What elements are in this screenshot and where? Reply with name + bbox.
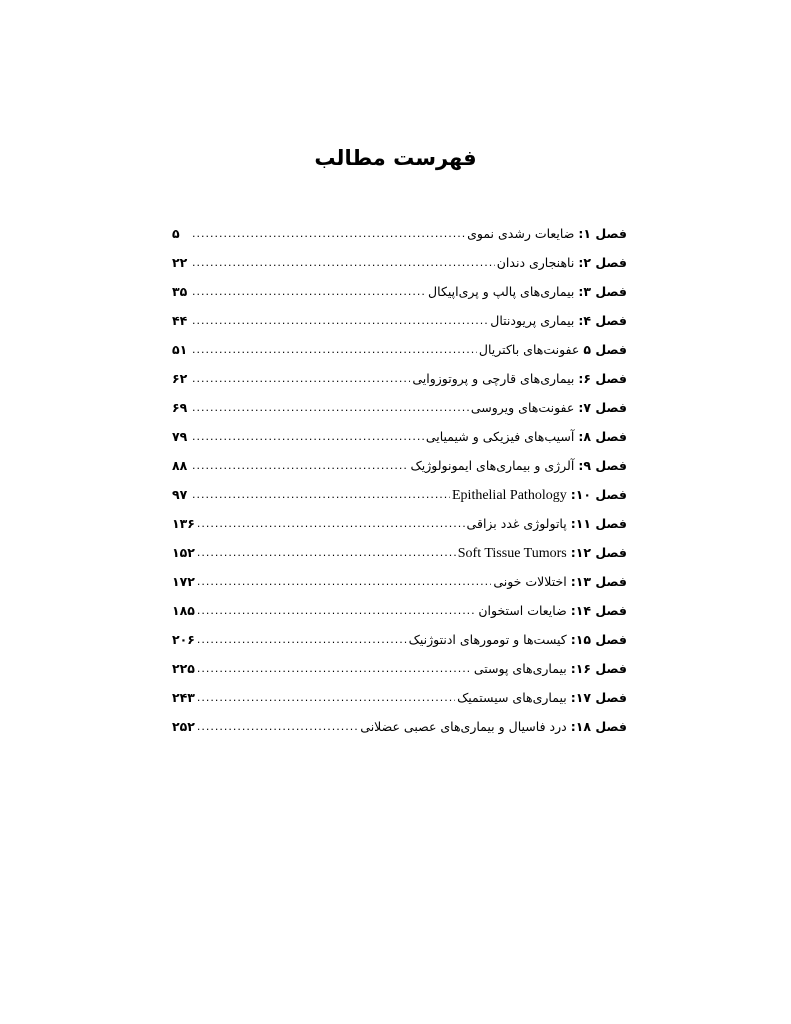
chapter-number: فصل ۱۳: — [570, 574, 627, 589]
chapter-number: فصل ۱۵: — [570, 632, 627, 647]
chapter-number: فصل ۱۴: — [570, 603, 627, 618]
toc-row-5 — [172, 342, 627, 371]
chapter-number: فصل ۴: — [578, 313, 627, 328]
chapter-title: اختلالات خونی — [493, 574, 567, 589]
page-number: ۱۵۲ — [172, 545, 195, 560]
chapter-title: ضایعات رشدی نموی — [467, 226, 575, 241]
dot-leader — [192, 459, 409, 472]
chapter-number: فصل ۳: — [578, 284, 627, 299]
toc-row-8 — [172, 429, 627, 458]
chapter-title: ضایعات استخوان — [478, 603, 567, 618]
chapter-number: فصل ۱۲: — [570, 545, 627, 560]
page-number: ۲۵۲ — [172, 719, 195, 734]
chapter-title: بیماری‌های پوستی — [473, 661, 567, 676]
chapter-title: بیماری پریودنتال — [490, 313, 575, 328]
toc-row-11 — [172, 516, 627, 545]
dot-leader — [192, 227, 465, 240]
page-number: ۱۸۵ — [172, 603, 195, 618]
dot-leader — [197, 633, 407, 646]
chapter-title: Epithelial Pathology — [452, 488, 567, 503]
page-number: ۹۷ — [172, 487, 188, 502]
chapter-title: درد فاسیال و بیماری‌های عصبی عضلانی — [360, 719, 567, 734]
chapter-number: فصل ۹: — [578, 458, 627, 473]
toc-row-13 — [172, 574, 627, 603]
page-number: ۶۲ — [172, 371, 188, 386]
toc-row-6 — [172, 371, 627, 400]
page-number: ۱۷۲ — [172, 574, 195, 589]
toc-row-10 — [172, 487, 627, 516]
chapter-number: فصل ۱۸: — [570, 719, 627, 734]
page-number: ۵۱ — [172, 342, 188, 357]
page-number: ۷۹ — [172, 429, 188, 444]
dot-leader — [192, 372, 410, 385]
chapter-number: فصل ۸: — [578, 429, 627, 444]
page-number: ۲۴۳ — [172, 690, 195, 705]
page-number: ۴۴ — [172, 313, 188, 328]
toc-row-3 — [172, 284, 627, 313]
dot-leader — [197, 546, 456, 559]
chapter-title: بیماری‌های سیستمیک — [457, 690, 567, 705]
chapter-number: فصل ۱۱: — [570, 516, 627, 531]
chapter-title: آسیب‌های فیزیکی و شیمیایی — [425, 429, 575, 444]
page-title: فهرست مطالب — [314, 146, 477, 170]
page-number: ۶۹ — [172, 400, 188, 415]
chapter-number: فصل ۲: — [578, 255, 627, 270]
chapter-title: عفونت‌های ویروسی — [470, 400, 575, 415]
chapter-number: فصل ۱۷: — [570, 690, 627, 705]
chapter-title: بیماری‌های پالپ و پری‌اپیکال — [428, 284, 575, 299]
chapter-title: بیماری‌های قارچی و پروتوزوایی — [412, 371, 575, 386]
dot-leader — [197, 517, 465, 530]
toc-row-16 — [172, 661, 627, 690]
dot-leader — [192, 256, 495, 269]
chapter-number: فصل ۱۶: — [570, 661, 627, 676]
page-number: ۳۵ — [172, 284, 188, 299]
toc-row-9 — [172, 458, 627, 487]
dot-leader — [192, 488, 450, 501]
chapter-title: کیست‌ها و تومورهای ادنتوژنیک — [408, 632, 567, 647]
dot-leader — [192, 401, 469, 414]
chapter-number: فصل ۱: — [578, 226, 627, 241]
toc-row-15 — [172, 632, 627, 661]
page-number: ۱۳۶ — [172, 516, 195, 531]
dot-leader — [197, 662, 472, 675]
chapter-title: Soft Tissue Tumors — [457, 546, 567, 561]
toc-row-18 — [172, 719, 627, 748]
toc-row-14 — [172, 603, 627, 632]
toc-row-1 — [172, 226, 627, 255]
toc-row-12 — [172, 545, 627, 574]
chapter-number: فصل ۷: — [578, 400, 627, 415]
dot-leader — [197, 691, 455, 704]
page-number: ۲۰۶ — [172, 632, 195, 647]
toc-row-7 — [172, 400, 627, 429]
page-number: ۵ — [172, 226, 180, 241]
table-of-contents — [172, 226, 627, 748]
page-number: ۲۲ — [172, 255, 188, 270]
chapter-title: عفونت‌های باکتریال — [478, 342, 580, 357]
chapter-title: ناهنجاری دندان — [496, 255, 575, 270]
chapter-number: فصل ۵ — [583, 342, 627, 357]
toc-row-4 — [172, 313, 627, 342]
dot-leader — [192, 285, 426, 298]
page-number: ۸۸ — [172, 458, 188, 473]
toc-row-17 — [172, 690, 627, 719]
dot-leader — [192, 314, 488, 327]
dot-leader — [192, 343, 477, 356]
dot-leader — [197, 720, 358, 733]
page-number: ۲۲۵ — [172, 661, 195, 676]
chapter-title: آلرژی و بیماری‌های ایمونولوژیک — [410, 458, 575, 473]
chapter-number: فصل ۱۰: — [570, 487, 627, 502]
dot-leader — [192, 430, 424, 443]
chapter-title: پاتولوژی غدد بزاقی — [466, 516, 567, 531]
dot-leader — [197, 604, 476, 617]
chapter-number: فصل ۶: — [578, 371, 627, 386]
dot-leader — [197, 575, 491, 588]
toc-row-2 — [172, 255, 627, 284]
